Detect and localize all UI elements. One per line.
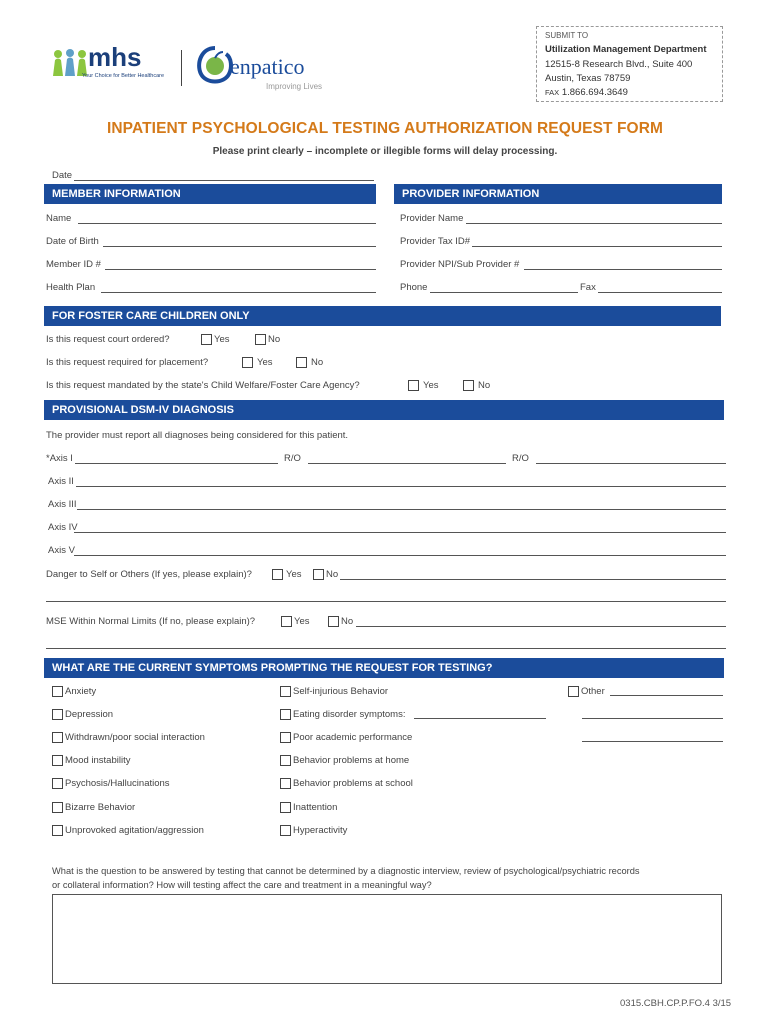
member-name-field[interactable] — [78, 223, 376, 224]
danger-explain-field[interactable] — [340, 579, 726, 580]
symptom-psychosis-label: Psychosis/Hallucinations — [65, 778, 170, 789]
axis4-label: Axis IV — [48, 522, 78, 533]
mse-yes-label: Yes — [294, 616, 310, 627]
testing-answer-box[interactable] — [52, 894, 722, 984]
state-mandated-yes-label: Yes — [423, 380, 439, 391]
symptom-inattention-checkbox[interactable] — [280, 802, 291, 813]
symptom-eating-checkbox[interactable] — [280, 709, 291, 720]
provider-name-field[interactable] — [466, 223, 722, 224]
symptom-other-checkbox[interactable] — [568, 686, 579, 697]
state-mandated-yes-checkbox[interactable] — [408, 380, 419, 391]
symptoms-header: WHAT ARE THE CURRENT SYMPTOMS PROMPTING THE REQUEST FOR TESTING? — [44, 658, 724, 678]
cenpatico-logo — [196, 44, 336, 94]
mhs-tagline: Your Choice for Better Healthcare — [82, 73, 165, 79]
symptom-other-field-2[interactable] — [582, 718, 723, 719]
symptom-agitation-label: Unprovoked agitation/aggression — [65, 825, 204, 836]
footer-form-code: 0315.CBH.CP.P.FO.4 3/15 — [620, 998, 732, 1009]
symptom-self-injurious-checkbox[interactable] — [280, 686, 291, 697]
diagnosis-note: The provider must report all diagnoses being considered for this patient. — [46, 430, 349, 441]
danger-yes-checkbox[interactable] — [272, 569, 283, 580]
testing-question-line1: What is the question to be answered by testing that cannot be determined by a diagnostic interview, review of psychological/psychiatric records — [52, 866, 640, 876]
court-ordered-question: Is this request court ordered? — [46, 334, 170, 345]
symptom-school-checkbox[interactable] — [280, 778, 291, 789]
provider-tax-field[interactable] — [472, 246, 722, 247]
axis2-label: Axis II — [48, 476, 74, 487]
provider-phone-label: Phone — [400, 282, 428, 293]
symptom-anxiety-checkbox[interactable] — [52, 686, 63, 697]
mse-question: MSE Within Normal Limits (If no, please explain)? — [46, 616, 256, 627]
symptom-school-label: Behavior problems at school — [293, 778, 413, 789]
submit-address2: Austin, Texas 78759 — [545, 73, 631, 84]
axis3-label: Axis III — [48, 499, 77, 510]
mhs-wordmark: mhs — [88, 42, 142, 72]
member-info-header: MEMBER INFORMATION — [44, 184, 376, 204]
member-name-label: Name — [46, 213, 72, 224]
state-mandated-question: Is this request mandated by the state's Child Welfare/Foster Care Agency? — [46, 380, 360, 391]
placement-yes-checkbox[interactable] — [242, 357, 253, 368]
submit-to-box — [536, 26, 723, 102]
mse-yes-checkbox[interactable] — [281, 616, 292, 627]
date-field[interactable] — [74, 180, 374, 181]
danger-no-label: No — [326, 569, 339, 580]
symptom-other-label: Other — [581, 686, 605, 697]
cenpatico-apple-icon — [196, 44, 234, 84]
submit-label: SUBMIT TO — [545, 31, 589, 40]
axis1-ro2-label: R/O — [512, 453, 529, 464]
symptom-agitation-checkbox[interactable] — [52, 825, 63, 836]
provider-fax-label: Fax — [580, 282, 596, 293]
submit-fax — [545, 87, 628, 98]
axis1-ro1-field[interactable] — [308, 463, 506, 464]
axis1-ro2-field[interactable] — [536, 463, 726, 464]
foster-care-header: FOR FOSTER CARE CHILDREN ONLY — [44, 306, 721, 326]
cenpatico-wordmark: enpatico — [230, 54, 305, 79]
symptom-home-checkbox[interactable] — [280, 755, 291, 766]
member-dob-label: Date of Birth — [46, 236, 99, 247]
submit-department: Utilization Management Department — [545, 44, 707, 55]
symptom-inattention-label: Inattention — [293, 802, 338, 813]
member-dob-field[interactable] — [103, 246, 376, 247]
axis1-label: *Axis I — [46, 453, 73, 464]
health-plan-field[interactable] — [101, 292, 376, 293]
symptom-hyperactivity-label: Hyperactivity — [293, 825, 348, 836]
symptom-bizarre-checkbox[interactable] — [52, 802, 63, 813]
fax-number: 1.866.694.3649 — [561, 87, 628, 98]
axis5-label: Axis V — [48, 545, 75, 556]
mse-no-label: No — [341, 616, 354, 627]
symptom-other-field[interactable] — [610, 695, 723, 696]
form-subtitle: Please print clearly – incomplete or illegible forms will delay processing. — [212, 146, 558, 157]
symptom-withdrawn-label: Withdrawn/poor social interaction — [65, 732, 205, 743]
fax-label: FAX — [545, 88, 560, 97]
date-label: Date — [52, 170, 73, 181]
axis1-field[interactable] — [75, 463, 278, 464]
symptom-academic-checkbox[interactable] — [280, 732, 291, 743]
member-id-label: Member ID # — [46, 259, 101, 270]
mse-explain-field-2[interactable] — [46, 648, 726, 649]
submit-address1: 12515-8 Research Blvd., Suite 400 — [545, 59, 693, 70]
axis5-field[interactable] — [74, 555, 726, 556]
mhs-logo — [50, 42, 165, 86]
court-ordered-yes-label: Yes — [214, 334, 230, 345]
symptom-academic-label: Poor academic performance — [293, 732, 413, 743]
testing-question-line2: or collateral information? How will testing affect the care and treatment in a meaningful way? — [52, 880, 432, 890]
danger-yes-label: Yes — [286, 569, 302, 580]
axis4-field[interactable] — [74, 532, 726, 533]
symptom-depression-label: Depression — [65, 709, 114, 720]
symptom-home-label: Behavior problems at home — [293, 755, 410, 766]
state-mandated-no-label: No — [478, 380, 491, 391]
symptom-eating-label: Eating disorder symptoms: — [293, 709, 406, 720]
provider-npi-label: Provider NPI/Sub Provider # — [400, 259, 520, 270]
provider-phone-field[interactable] — [430, 292, 578, 293]
cenpatico-tagline: Improving Lives — [266, 82, 323, 91]
placement-no-checkbox[interactable] — [296, 357, 307, 368]
health-plan-label: Health Plan — [46, 282, 96, 293]
danger-no-checkbox[interactable] — [313, 569, 324, 580]
court-ordered-no-checkbox[interactable] — [255, 334, 266, 345]
placement-yes-label: Yes — [257, 357, 273, 368]
symptom-hyperactivity-checkbox[interactable] — [280, 825, 291, 836]
symptom-eating-field[interactable] — [414, 718, 546, 719]
provider-name-label: Provider Name — [400, 213, 464, 224]
provider-fax-field[interactable] — [598, 292, 722, 293]
mse-no-checkbox[interactable] — [328, 616, 339, 627]
symptom-anxiety-label: Anxiety — [65, 686, 97, 697]
danger-explain-field-2[interactable] — [46, 601, 726, 602]
placement-no-label: No — [311, 357, 324, 368]
logo-divider — [181, 50, 182, 86]
symptom-depression-checkbox[interactable] — [52, 709, 63, 720]
provider-info-header: PROVIDER INFORMATION — [394, 184, 722, 204]
mse-explain-field[interactable] — [356, 626, 726, 627]
placement-question: Is this request required for placement? — [46, 357, 209, 368]
axis2-field[interactable] — [76, 486, 726, 487]
symptom-other-field-3[interactable] — [582, 741, 723, 742]
symptom-psychosis-checkbox[interactable] — [52, 778, 63, 789]
symptom-bizarre-label: Bizarre Behavior — [65, 802, 136, 813]
provider-npi-field[interactable] — [524, 269, 722, 270]
axis1-ro1-label: R/O — [284, 453, 301, 464]
danger-question: Danger to Self or Others (If yes, please explain)? — [46, 569, 252, 580]
member-id-field[interactable] — [105, 269, 376, 270]
axis3-field[interactable] — [77, 509, 726, 510]
symptom-withdrawn-checkbox[interactable] — [52, 732, 63, 743]
symptom-mood-checkbox[interactable] — [52, 755, 63, 766]
form-title: INPATIENT PSYCHOLOGICAL TESTING AUTHORIZATION REQUEST FORM — [106, 120, 664, 137]
state-mandated-no-checkbox[interactable] — [463, 380, 474, 391]
court-ordered-yes-checkbox[interactable] — [201, 334, 212, 345]
court-ordered-no-label: No — [268, 334, 281, 345]
provider-tax-label: Provider Tax ID# — [400, 236, 471, 247]
symptom-self-injurious-label: Self-injurious Behavior — [293, 686, 389, 697]
symptom-mood-label: Mood instability — [65, 755, 131, 766]
diagnosis-header: PROVISIONAL DSM-IV DIAGNOSIS — [44, 400, 724, 420]
